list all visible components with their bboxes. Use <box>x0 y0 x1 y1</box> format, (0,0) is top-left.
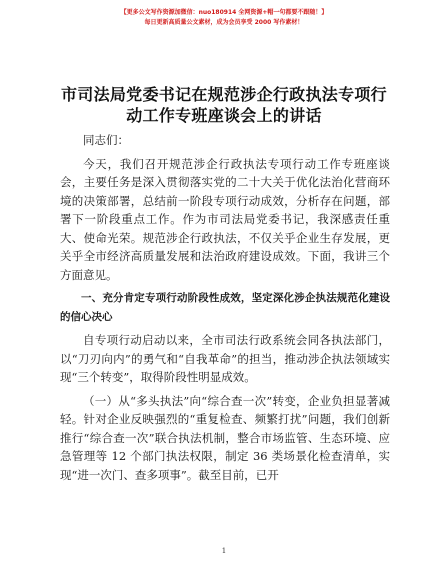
promo-banner <box>0 8 448 28</box>
document-body <box>60 131 390 489</box>
intro-paragraph: 今天，我们召开规范涉企行政执法专项行动工作专班座谈会，主要任务是深入贯彻落实党的二十大关于优化法治化营商环境的决策部署，总结前一阶段专项行动成效，分析存在问题，部署下一阶段重点工作。作为市司法局党委书记，我深感责任重大、使命光荣。规范涉企行政执法，不仅关乎企业生存发展，更关乎全市经济高质量发展和法治政府建设成效。下面，我讲三个方面意见。 <box>60 156 390 282</box>
document-title: 市司法局党委书记在规范涉企行政执法专项行动工作专班座谈会上的讲话 <box>60 85 387 125</box>
promo-banner-line-2: 每日更新高质量公文素材，成为会员享受 2000 写作素材！ <box>144 19 304 26</box>
promo-banner-line-1: 【更多公文写作资源加微信：nuo180914 全网资源+帽一句都要不跟随！】 <box>120 9 328 16</box>
page-number: 1 <box>221 547 227 555</box>
salutation: 同志们： <box>83 133 129 147</box>
body-paragraph: （一）从“多头执法”向“综合查一次”转变，企业负担显著减轻。针对企业反映强烈的“重复检查、频繁打扰”问题，我们创新推行“综合查一次”联合执法机制，整合市场监管、生态环境、应急管理等 12 个部门执法权限，制定 36 类场景化检查清单，实现“进一次门、查多项事”。截至目前，已开 <box>60 393 390 482</box>
body-paragraph: 自专项行动启动以来，全市司法行政系统会同各执法部门，以“刀刃向内”的勇气和“自我革命”的担当，推动涉企执法领域实现“三个转变”，取得阶段性明显成效。 <box>60 333 390 384</box>
section-heading-1: 一、充分肯定专项行动阶段性成效，坚定深化涉企执法规范化建设的信心决心 <box>60 292 390 323</box>
